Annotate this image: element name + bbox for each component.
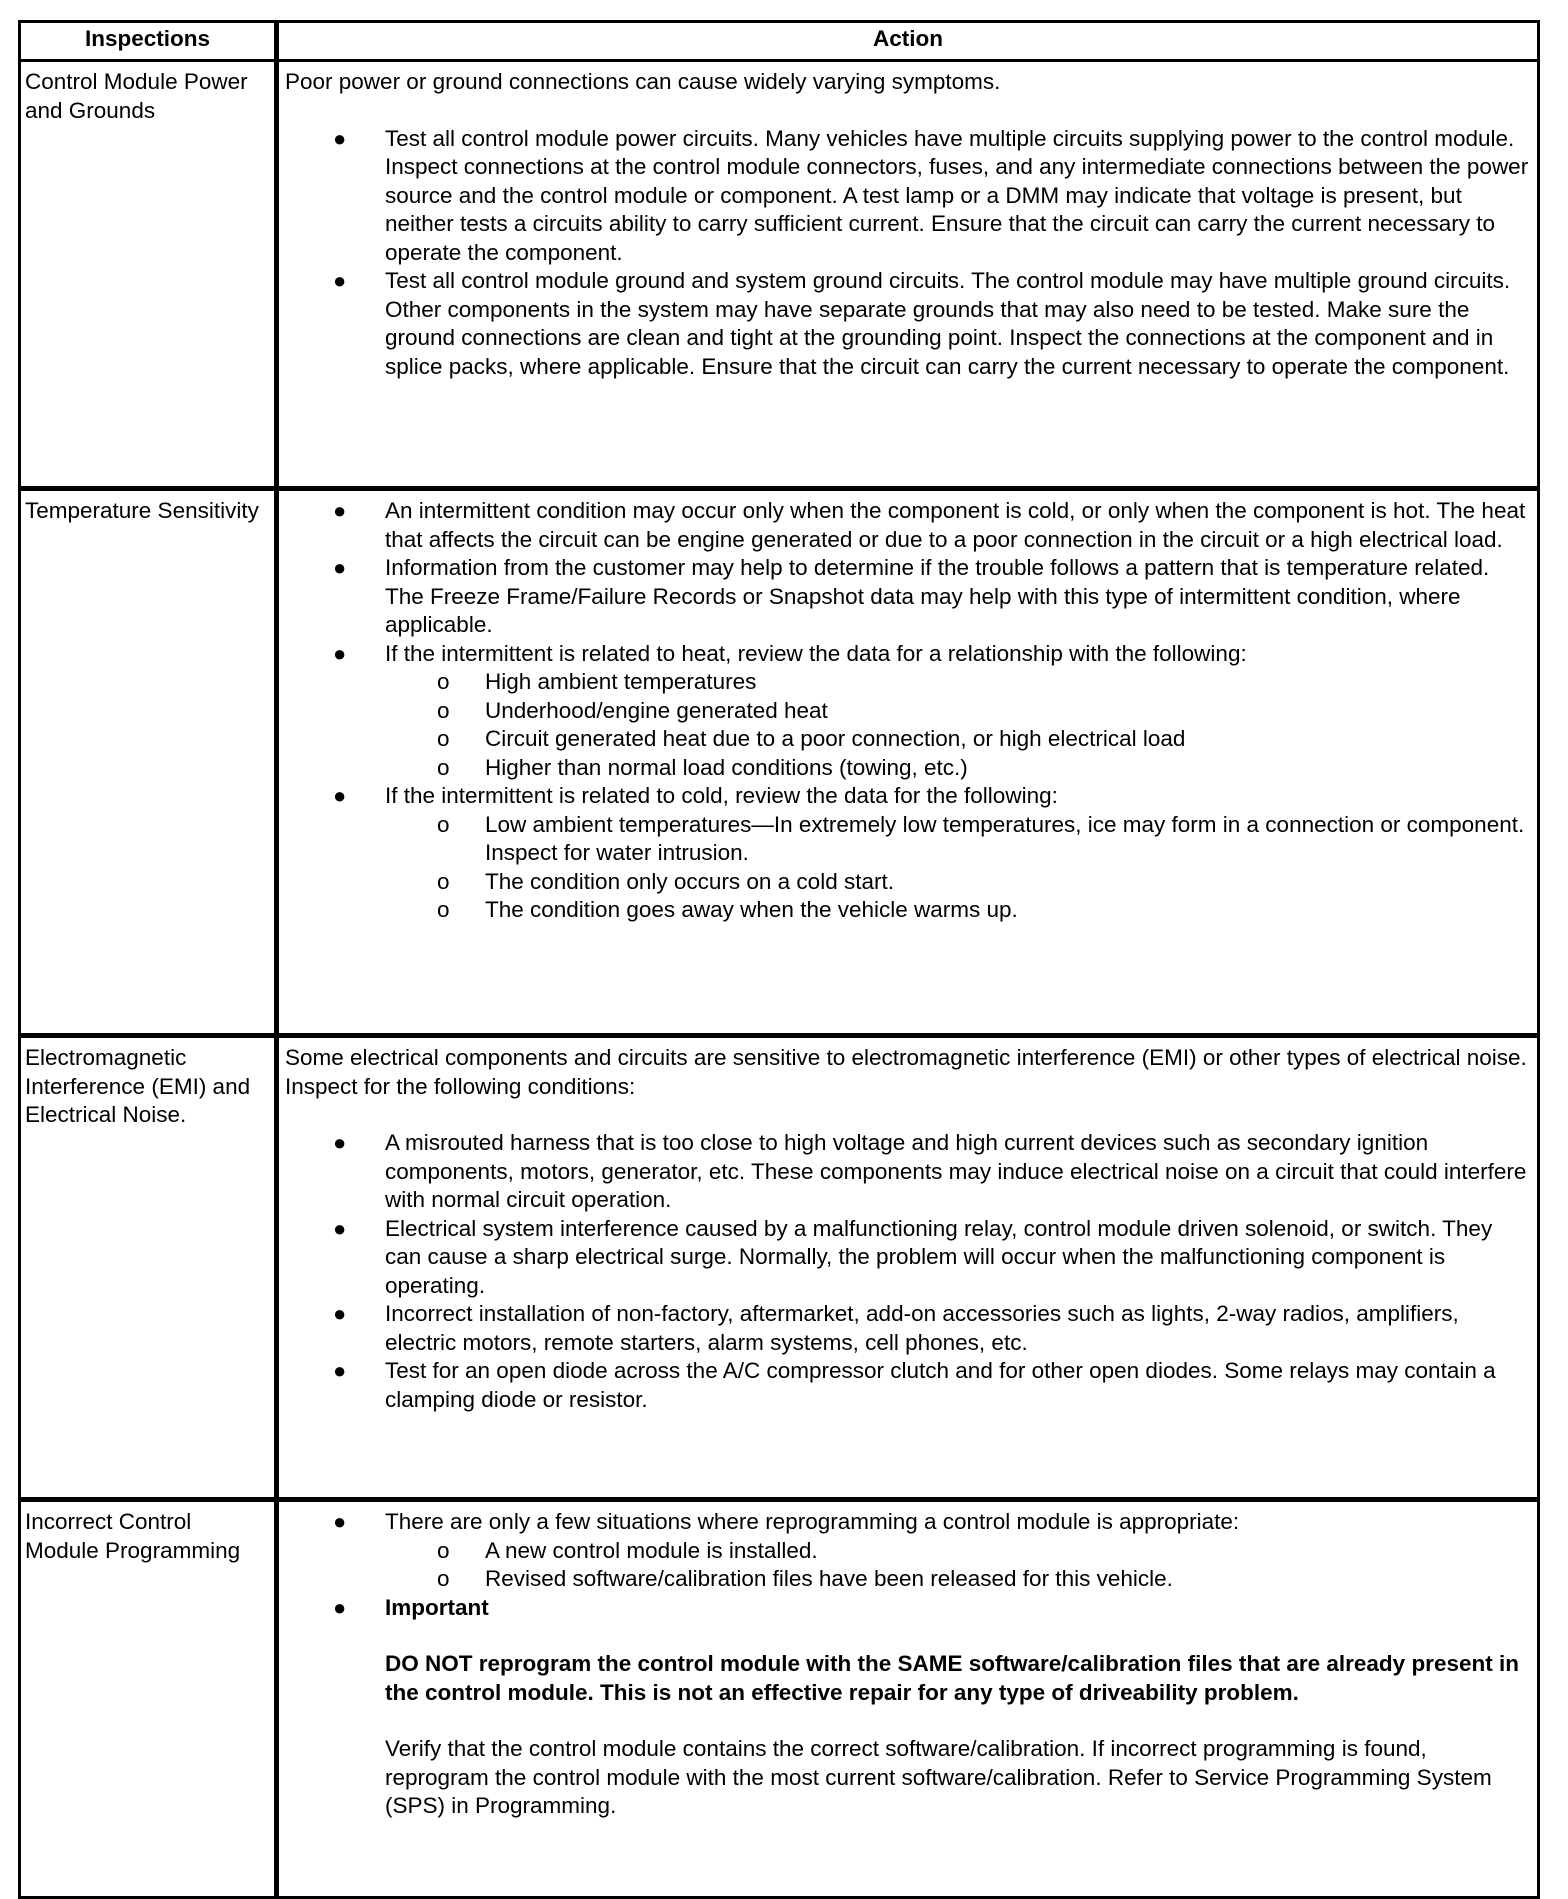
sub-list-item xyxy=(385,1537,1529,1566)
sub-list-item-text: Underhood/engine generated heat xyxy=(485,697,828,723)
sub-list-item xyxy=(385,811,1529,868)
list-item xyxy=(285,1215,1531,1301)
bullet-list xyxy=(285,125,1531,382)
list-item xyxy=(285,1508,1531,1594)
list-item xyxy=(285,497,1531,554)
sub-list-item xyxy=(385,668,1529,697)
list-item xyxy=(285,782,1531,925)
sub-list-item-text: Revised software/calibration files have been released for this vehicle. xyxy=(485,1566,1173,1591)
inspection-cell: Incorrect Control Module Programming xyxy=(20,1500,277,1898)
list-item xyxy=(285,1357,1531,1414)
sub-bullet-icon: o xyxy=(437,1537,450,1563)
action-intro: Some electrical components and circuits are sensitive to electromagnetic interference (EMI) or other types of electrical noise. Inspect for the following conditions: xyxy=(285,1045,1527,1099)
list-item xyxy=(285,1594,1531,1821)
sub-bullet-icon: o xyxy=(437,697,450,723)
sub-list-item xyxy=(385,896,1529,925)
bullet-icon: ● xyxy=(333,1130,347,1155)
list-item xyxy=(285,640,1531,783)
inspection-table xyxy=(18,20,1540,1899)
list-item-text: If the intermittent is related to cold, review the data for the following: xyxy=(385,783,1058,808)
inspection-cell: Electromagnetic Interference (EMI) and Electrical Noise. xyxy=(20,1036,277,1500)
document-page xyxy=(18,20,1537,1899)
table-row xyxy=(20,1036,1539,1500)
list-item xyxy=(285,125,1531,268)
sub-bullet-icon: o xyxy=(437,868,450,894)
list-item-text: Incorrect installation of non-factory, aftermarket, add-on accessories such as lights, 2-way radios, amplifiers, electric motors, remote starters, alarm systems, cell phones, etc. xyxy=(385,1301,1459,1355)
bullet-list xyxy=(285,1508,1531,1821)
list-item xyxy=(285,1129,1531,1215)
sub-list xyxy=(385,1537,1529,1594)
action-cell xyxy=(277,489,1539,1036)
list-item-text: Test for an open diode across the A/C compressor clutch and for other open diodes. Some relays may contain a clamping diode or resistor. xyxy=(385,1358,1496,1412)
bullet-icon: ● xyxy=(333,268,347,293)
list-item xyxy=(285,267,1531,381)
sub-list xyxy=(385,668,1529,782)
table-row xyxy=(20,1500,1539,1898)
sub-list-item-text: High ambient temperatures xyxy=(485,669,757,694)
bullet-list xyxy=(285,1129,1531,1414)
sub-bullet-icon: o xyxy=(437,1566,450,1591)
list-item-text: A misrouted harness that is too close to high voltage and high current devices such as secondary ignition components, motors, generator, etc. These components may induce electrical noise on a circuit that could interfere with normal circuit operation. xyxy=(385,1130,1527,1212)
bullet-icon: ● xyxy=(333,1594,347,1620)
verify-text: Verify that the control module contains the correct software/calibration. If incorrect programming is found, reprogram the control module with the most current software/calibration. Refer to Service Programming System (SPS) in Programming. xyxy=(385,1736,1492,1818)
list-item-text: There are only a few situations where reprogramming a control module is appropriate: xyxy=(385,1509,1240,1534)
sub-list-item xyxy=(385,868,1529,897)
list-item-text: Test all control module ground and system ground circuits. The control module may have multiple ground circuits. Other components in the system may have separate grounds that may also need to be tested. Make sure the ground connections are clean and tight at the grounding point. Inspect the connections at the component and in splice packs, where applicable. Ensure that the circuit can carry the current necessary to operate the component. xyxy=(385,268,1511,379)
list-item xyxy=(285,554,1531,640)
sub-list-item xyxy=(385,1565,1529,1594)
list-item-text: An intermittent condition may occur only when the component is cold, or only when the component is hot. The heat that affects the circuit can be engine generated or due to a poor connection in the circuit or a high electrical load. xyxy=(385,498,1526,552)
list-item-text: If the intermittent is related to heat, review the data for a relationship with the following: xyxy=(385,640,1247,666)
table-row xyxy=(20,61,1539,489)
sub-list-item xyxy=(385,697,1529,726)
header-inspections: Inspections xyxy=(20,22,277,61)
action-intro: Poor power or ground connections can cause widely varying symptoms. xyxy=(285,69,1001,94)
bullet-icon: ● xyxy=(333,783,347,808)
bullet-list xyxy=(285,497,1531,925)
header-row xyxy=(20,22,1539,61)
bullet-icon: ● xyxy=(333,1358,347,1383)
sub-list-item-text: The condition only occurs on a cold start. xyxy=(485,868,894,894)
important-text: DO NOT reprogram the control module with the SAME software/calibration files that are already present in the control module. This is not an effective repair for any type of driveability problem. xyxy=(385,1651,1519,1705)
table-row xyxy=(20,489,1539,1036)
sub-bullet-icon: o xyxy=(437,897,450,922)
list-item-text: Test all control module power circuits. Many vehicles have multiple circuits supplying power to the control module. Inspect connections at the control module connectors, fuses, and any intermediate connections between the power source and the control module or component. A test lamp or a DMM may indicate that voltage is present, but neither tests a circuits ability to carry sufficient current. Ensure that the circuit can carry the current necessary to operate the component. xyxy=(385,125,1529,265)
sub-list-item-text: Circuit generated heat due to a poor connection, or high electrical load xyxy=(485,726,1186,751)
sub-bullet-icon: o xyxy=(437,754,450,780)
sub-list-item-text: A new control module is installed. xyxy=(485,1537,818,1563)
sub-list xyxy=(385,811,1529,925)
inspection-cell: Temperature Sensitivity xyxy=(20,489,277,1036)
action-cell xyxy=(277,61,1539,489)
action-cell xyxy=(277,1036,1539,1500)
bullet-icon: ● xyxy=(333,498,347,523)
sub-list-item-text: The condition goes away when the vehicle warms up. xyxy=(485,897,1018,922)
sub-bullet-icon: o xyxy=(437,669,450,694)
sub-list-item xyxy=(385,725,1529,754)
sub-bullet-icon: o xyxy=(437,811,450,837)
header-action: Action xyxy=(277,22,1539,61)
important-label: Important xyxy=(385,1594,489,1620)
list-item xyxy=(285,1300,1531,1357)
bullet-icon: ● xyxy=(333,555,347,580)
list-item-text: Information from the customer may help to determine if the trouble follows a pattern that is temperature related. The Freeze Frame/Failure Records or Snapshot data may help with this type of intermittent condition, where applicable. xyxy=(385,555,1490,637)
bullet-icon: ● xyxy=(333,1509,347,1534)
bullet-icon: ● xyxy=(333,1301,347,1326)
sub-list-item-text: Higher than normal load conditions (towing, etc.) xyxy=(485,754,968,780)
sub-list-item xyxy=(385,754,1529,783)
sub-list-item-text: Low ambient temperatures—In extremely low temperatures, ice may form in a connection or component. Inspect for water intrusion. xyxy=(485,811,1525,865)
inspection-cell: Control Module Power and Grounds xyxy=(20,61,277,489)
sub-bullet-icon: o xyxy=(437,726,450,751)
bullet-icon: ● xyxy=(333,1215,347,1241)
action-cell xyxy=(277,1500,1539,1898)
list-item-text: Electrical system interference caused by a malfunctioning relay, control module driven solenoid, or switch. They can cause a sharp electrical surge. Normally, the problem will occur when the malfunctioning component is operating. xyxy=(385,1215,1493,1298)
bullet-icon: ● xyxy=(333,125,347,151)
bullet-icon: ● xyxy=(333,640,347,666)
